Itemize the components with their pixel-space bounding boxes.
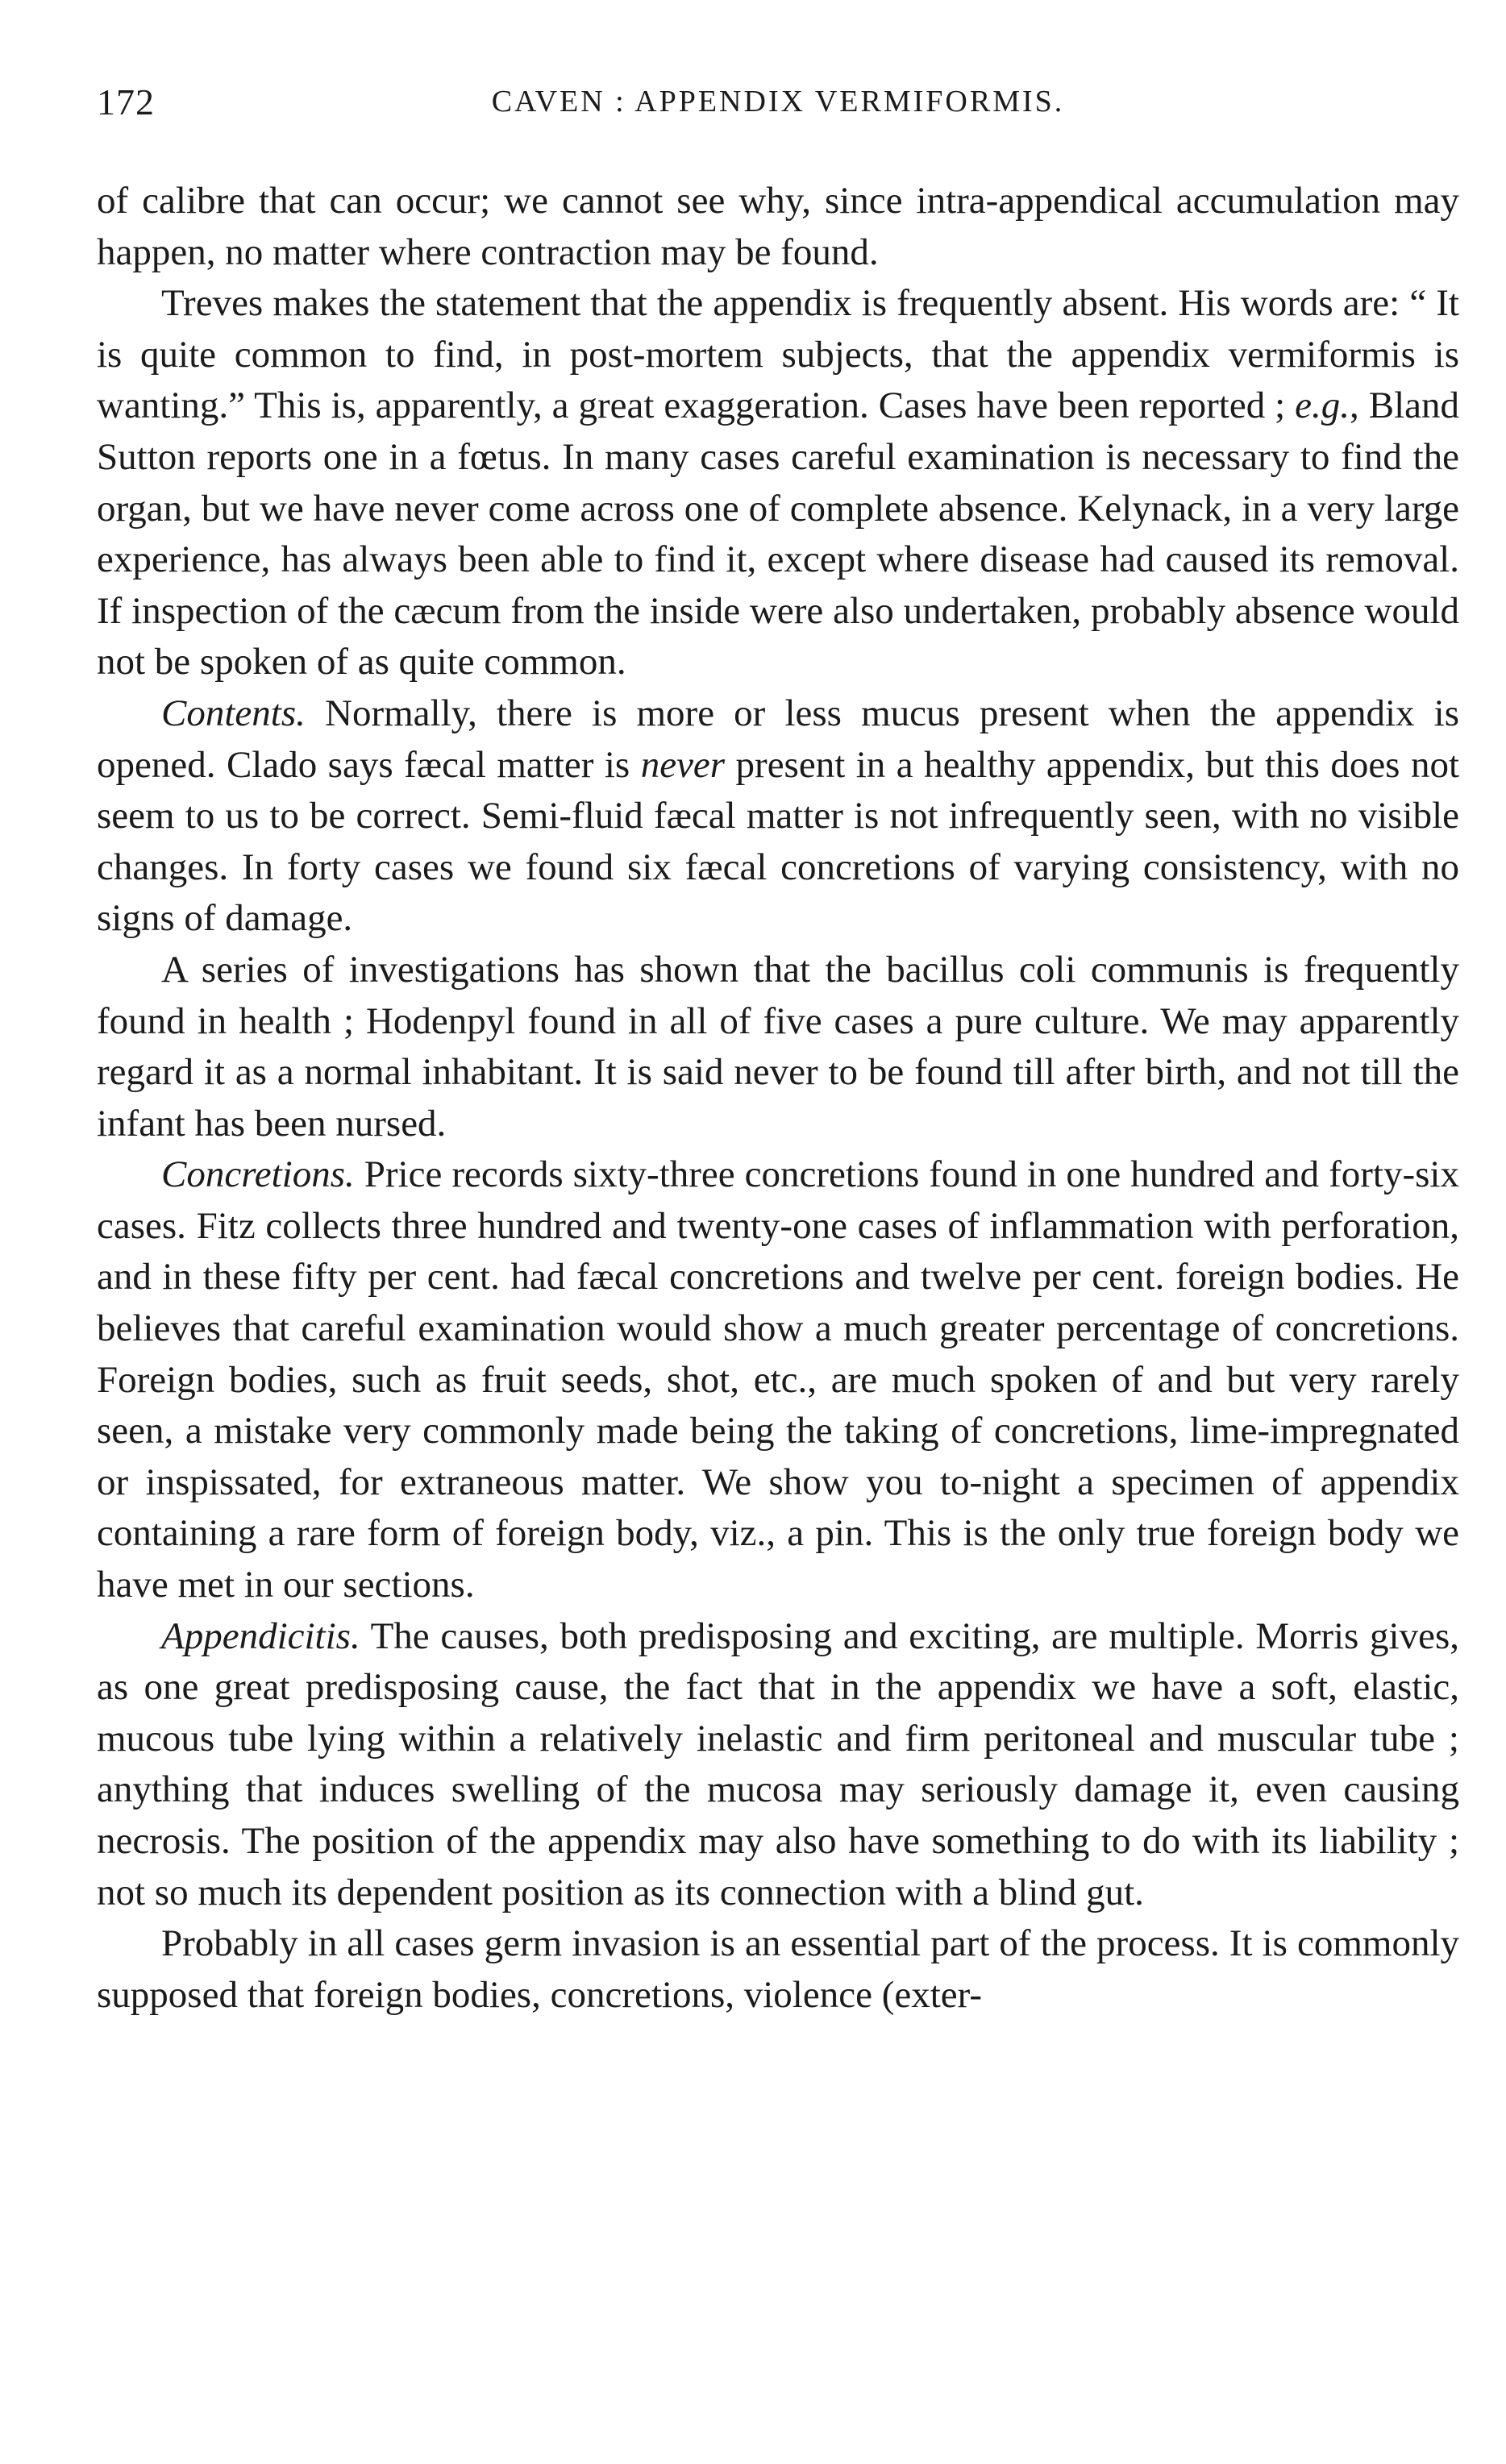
paragraph-germ-invasion xyxy=(97,1918,1459,2021)
paragraph-text: Treves makes the statement that the appendix is frequently absent. His words are: “ It is quite common to find, in post-mortem subjects, that the appendix vermiformis is wanting.” This is, apparently, a great exaggeration. Cases have been reported ; xyxy=(97,282,1459,427)
running-head: CAVEN : APPENDIX VERMIFORMIS. xyxy=(491,85,1065,118)
section-heading-appendicitis: Appendicitis. xyxy=(161,1614,360,1657)
emphasis-text: never xyxy=(640,743,726,786)
paragraph-text: Normally, there is more or less mucus present when the appendix is opened. Clado says fæcal matter is xyxy=(97,692,1459,786)
paragraph-text: , Bland Sutton reports one in a fœtus. In many cases careful examination is necessary to find the organ, but we have never come across one of complete absence. Kelynack, in a very large experience, has always been able to find it, except where disease had caused its removal. If inspection of the cæcum from the inside were also undertaken, probably absence would not be spoken of as quite common. xyxy=(97,384,1459,684)
section-heading-concretions: Concretions. xyxy=(161,1153,355,1196)
paragraph-text: The causes, both predisposing and exciting, are multiple. Morris gives, as one great predisposing cause, the fact that in the appendix we have a soft, elastic, mucous tube lying within a relatively inelastic and firm peritoneal and muscular tube ; anything that induces swelling of the mucosa may seriously damage it, even causing necrosis. The position of the appendix may also have something to do with its liability ; not so much its dependent position as its connection with a blind gut. xyxy=(97,1614,1459,1913)
paragraph-contents xyxy=(97,688,1459,945)
paragraph-text: A series of investigations has shown that the bacillus coli communis is frequently found in health ; Hodenpyl found in all of five cases a pure culture. We may apparently regard it as a normal inhabitant. It is said never to be found till after birth, and not till the infant has been nursed. xyxy=(97,948,1459,1145)
emphasis-text: e.g. xyxy=(1295,384,1350,427)
paragraph-text: Price records sixty-three concretions found in one hundred and forty-six cases. Fitz collects three hundred and twenty-one cases of inflammation with perforation, and in these fifty per cent. had fæcal concretions and twelve per cent. foreign bodies. He believes that careful examination would show a much greater percentage of concretions. Foreign bodies, such as fruit seeds, shot, etc., are much spoken of and but very rarely seen, a mistake very commonly made being the taking of concretions, lime-impregnated or inspissated, for extraneous matter. We show you to-night a specimen of appendix containing a rare form of foreign body, viz., a pin. This is the only true foreign body we have met in our sections. xyxy=(97,1153,1459,1606)
page-number: 172 xyxy=(97,81,155,123)
paragraph-concretions xyxy=(97,1149,1459,1610)
paragraph-text: Probably in all cases germ invasion is an essential part of the process. It is commonly supposed that foreign bodies, concretions, violence (exter- xyxy=(97,1922,1459,2016)
body-text xyxy=(97,176,1459,2021)
paragraph-continuation xyxy=(97,176,1459,278)
section-heading-contents: Contents. xyxy=(161,692,306,734)
paragraph-bacillus xyxy=(97,945,1459,1149)
paragraph-treves xyxy=(97,278,1459,688)
paragraph-text: of calibre that can occur; we cannot see why, since intra-appendical accumulation may happen, no matter where contraction may be found. xyxy=(97,180,1459,273)
paragraph-appendicitis xyxy=(97,1611,1459,1919)
paragraph-text: present in a healthy appendix, but this does not seem to us to be correct. Semi-fluid fæcal matter is not infrequently seen, with no visible changes. In forty cases we found six fæcal concretions of varying consistency, with no signs of damage. xyxy=(97,743,1460,940)
page-header xyxy=(97,81,1459,129)
